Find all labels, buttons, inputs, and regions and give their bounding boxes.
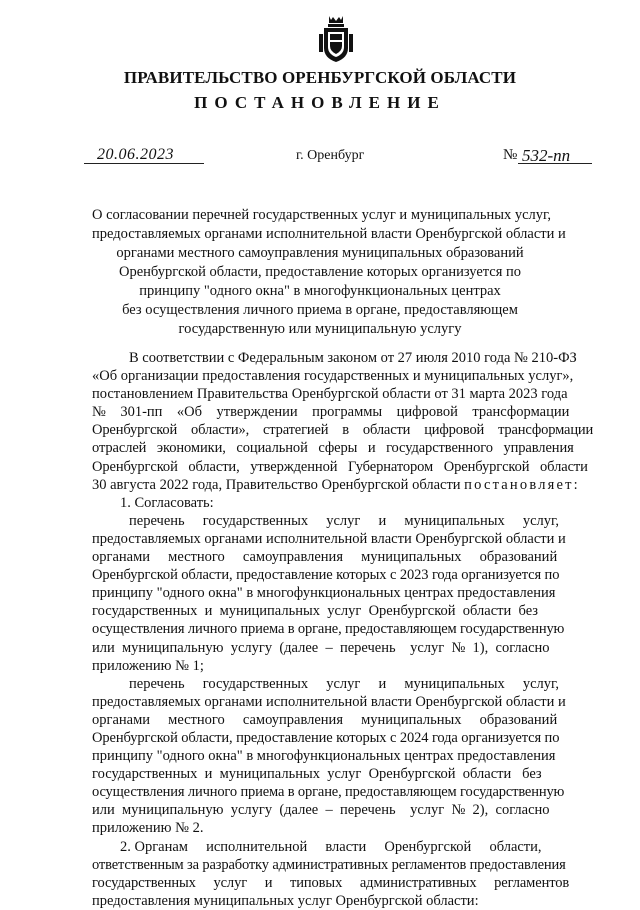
preamble-paragraph: [92, 349, 602, 494]
number-underline: [518, 163, 592, 164]
document-date: 20.06.2023: [97, 146, 174, 163]
item-1-heading: 1. Согласовать:: [120, 494, 214, 511]
document-city: г. Оренбург: [296, 148, 365, 163]
document-number-label: №: [503, 147, 518, 163]
coat-of-arms-icon: [319, 14, 353, 64]
body-line: [92, 476, 602, 494]
body-line: органами местного самоуправления муниципальных образований: [92, 549, 558, 566]
subject-line: принципу "одного окна" в многофункциональных центрах: [139, 283, 501, 299]
body-line: предоставляемых органами исполнительной власти Оренбургской области и: [92, 693, 566, 710]
body-line: перечень государственных услуг и муниципальных услуг,: [129, 675, 559, 692]
body-line: 2. Органам исполнительной власти Оренбургской области,: [120, 838, 542, 855]
document-body: [92, 349, 602, 910]
item-2-paragraph: [92, 838, 602, 910]
subject-line: предоставляемых органами исполнительной власти Оренбургской области и: [92, 226, 566, 242]
government-title: ПРАВИТЕЛЬСТВО ОРЕНБУРГСКОЙ ОБЛАСТИ: [123, 68, 517, 87]
document-type: ПОСТАНОВЛЕНИЕ: [194, 93, 446, 112]
body-line: Оренбургской области, предоставление которых с 2023 года организуется по: [92, 567, 560, 584]
body-line: осуществления личного приема в органе, предоставляющем государственную: [92, 784, 565, 801]
body-line: государственных и муниципальных услуг Оренбургской области без: [92, 603, 539, 620]
body-line: предоставляемых органами исполнительной власти Оренбургской области и: [92, 530, 566, 547]
subject-line: О согласовании перечней государственных услуг и муниципальных услуг,: [92, 207, 551, 223]
body-line: Оренбургской области, предоставление которых с 2024 года организуется по: [92, 729, 560, 746]
subject-line: Оренбургской области, предоставление которых организуется по: [118, 264, 522, 280]
body-line: или муниципальную услугу (далее – перечень услуг № 1), согласно: [92, 639, 550, 656]
body-line: органами местного самоуправления муниципальных образований: [92, 711, 558, 728]
subject-line: органами местного самоуправления муниципальных образований: [116, 245, 524, 261]
body-line: отраслей экономики, социальной сферы и государственного управления: [92, 440, 574, 457]
body-line: принципу "одного окна" в многофункциональных центрах предоставления: [92, 748, 556, 765]
body-line: или муниципальную услугу (далее – перечень услуг № 2), согласно: [92, 802, 550, 819]
body-line: приложению № 2.: [92, 820, 204, 837]
body-line: осуществления личного приема в органе, предоставляющем государственную: [92, 621, 565, 638]
document-number: 532-пп: [522, 146, 571, 165]
body-line: предоставления муниципальных услуг Оренбургской области:: [92, 892, 479, 909]
body-line: принципу "одного окна" в многофункциональных центрах предоставления: [92, 585, 556, 602]
body-line: В соответствии с Федеральным законом от 27 июля 2010 года № 210-ФЗ: [129, 350, 577, 366]
body-line: «Об организации предоставления государственных и муниципальных услуг»,: [92, 368, 574, 385]
body-line: Оренбургской области», стратегией в области цифровой трансформации: [92, 422, 594, 439]
document-subject: [92, 206, 566, 339]
body-line: ответственным за разработку административных регламентов предоставления: [92, 856, 566, 873]
body-line: приложению № 1;: [92, 657, 204, 674]
body-line: государственных и муниципальных услуг Оренбургской области без: [92, 766, 542, 783]
list-2-paragraph: [92, 675, 602, 838]
body-line: постановлением Правительства Оренбургской области от 31 марта 2023 года: [92, 386, 568, 403]
list-1-paragraph: [92, 512, 602, 675]
body-line: № 301-пп «Об утверждении программы цифровой трансформации: [92, 404, 570, 421]
body-line: государственных услуг и типовых административных регламентов: [92, 874, 570, 891]
document-meta: [0, 146, 640, 168]
subject-line: государственную или муниципальную услугу: [178, 321, 462, 337]
subject-line: без осуществления личного приема в органе, предоставляющем: [122, 302, 518, 318]
body-line-text: 30 августа 2022 года, Правительство Оренбургской области: [92, 476, 465, 493]
decree-word: постановляет:: [464, 476, 580, 493]
body-line: Оренбургской области, утвержденной Губернатором Оренбургской области: [92, 458, 588, 475]
body-line: перечень государственных услуг и муниципальных услуг,: [129, 512, 559, 529]
date-underline: [84, 163, 204, 164]
